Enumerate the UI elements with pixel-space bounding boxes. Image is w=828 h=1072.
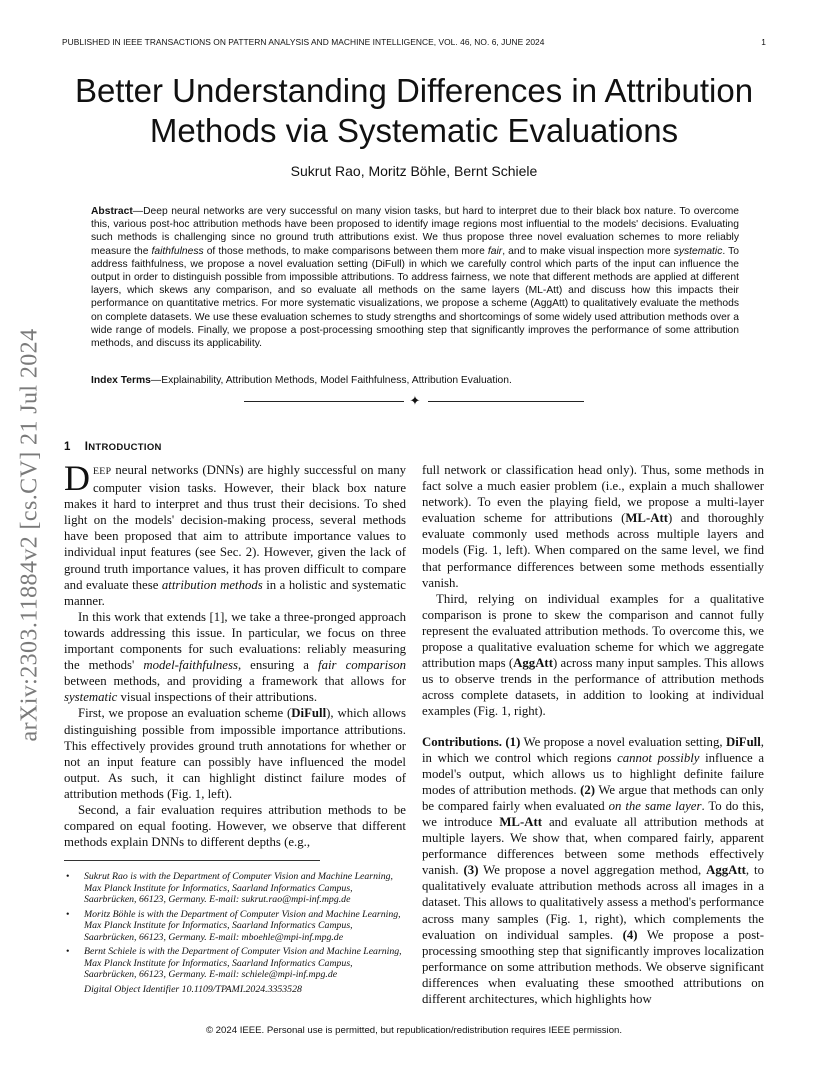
footnote-item: • Sukrut Rao is with the Department of Computer Vision and Machine Learning, Max Planck Institute for Informatics, Saarland Informatics Campus, Saarbrücken, 66123, Germany. E-mail: sukrut.rao@mpi-inf.mpg.de [66, 871, 393, 905]
footnote-item: • Bernt Schiele is with the Department of Computer Vision and Machine Learning, Max Planck Institute for Informatics, Saarland Informatics Campus, Saarbrücken, 66123, Germany. E-mail: schiele@mpi-inf.mpg.de [66, 946, 402, 980]
doi: Digital Object Identifier 10.1109/TPAMI.2024.3353528 [84, 983, 302, 995]
section-heading: 1 INTRODUCTION [64, 441, 162, 453]
drop-cap: D [64, 458, 90, 498]
section-divider [244, 393, 584, 409]
paragraph-gap [422, 720, 764, 734]
right-column [422, 462, 764, 1007]
bullet-icon: • [66, 946, 70, 957]
divider-star-icon: ✦ [409, 393, 421, 408]
arxiv-identifier: arXiv:2303.11884v2 [cs.CV] 21 Jul 2024 [16, 328, 43, 742]
bullet-icon: • [66, 871, 70, 882]
abstract: Abstract—Deep neural networks are very successful on many vision tasks, but hard to interpret due to their black box nature. To overcome this, various post-hoc attribution methods have been proposed to identify image regions most influential to the models' decisions. Evaluating such methods is challenging since no ground truth attributions exist. We thus propose three novel evaluation schemes to more reliably measure the faithfulness of those methods, to make comparisons between them more fair, and to make visual inspection more systematic. To address faithfulness, we propose a novel evaluation setting (DiFull) in which we carefully control which parts of the input can influence the output in order to distinguish possible from impossible attributions. To address fairness, we note that different methods are applied at different layers, which skews any comparison, and so evaluate all methods on the same layers (ML-Att) and discuss how this impacts their performance on quantitative metrics. For more systematic visualizations, we propose a scheme (AggAtt) to qualitatively evaluate the methods on complete datasets. We use these evaluation schemes to study strengths and shortcomings of some widely used attribution methods over a wide range of models. Finally, we propose a post-processing smoothing step that significantly improves the performance of some attribution methods, and discuss its applicability. [91, 206, 739, 350]
footnotes [64, 871, 406, 995]
section-number: 1 [64, 441, 71, 453]
copyright-notice: © 2024 IEEE. Personal use is permitted, but republication/redistribution requires IEEE permission. [205, 1025, 623, 1036]
contributions-paragraph: Contributions. (1) We propose a novel evaluation setting, DiFull, in which we control which regions cannot possibly influence a model's output, which allows us to highlight definite failure modes of attribution methods. (2) We argue that methods can only be compared fairly when evaluated on the same layer. To do this, we introduce ML-Att and evaluate all attribution methods at multiple layers. We show that, when compared fairly, apparent performance differences between some methods effectively vanish. (3) We propose a novel aggregation method, AggAtt, to qualitatively evaluate attribution methods across all images in a dataset. This allows to qualitatively assess a method's performance across many samples (Fig. 1, right), which complements the evaluation on individual samples. (4) We propose a post-processing smoothing step that significantly improves localization performance on some attribution methods. We observe significant differences when evaluating these smoothed attributions on different architectures, which highlights how [422, 734, 765, 1006]
page-number: 1 [761, 37, 766, 47]
paragraph: full network or classification head only). Thus, some methods in fact solve a much easier problem (i.e., explain a much shallower network). To even the playing field, we propose a multi-layer evaluation scheme for attributions (ML-Att) and thoroughly evaluate commonly used methods across multiple layers and models (Fig. 1, left). When compared on the same level, we find that performance differences between some methods essentially vanish. [422, 463, 764, 590]
paragraph: Second, a fair evaluation requires attribution methods to be compared on equal footing. However, we observe that different methods explain DNNs to different depths (e.g., [64, 802, 406, 850]
left-column [64, 458, 407, 850]
paragraph: First, we propose an evaluation scheme (DiFull), which allows distinguishing possible from impossible importance attributions. This effectively provides ground truth annotations for whether or not an input feature can possibly have influenced the model output. As such, it can highlight distinct failure modes of attribution methods (Fig. 1, left). [64, 706, 407, 801]
index-terms: Index Terms—Explainability, Attribution Methods, Model Faithfulness, Attribution Evaluation. [91, 375, 512, 386]
paragraph: In this work that extends [1], we take a three-pronged approach towards addressing this issue. In particular, we focus on three important components for such evaluations: reliably measuring the methods' model-faithfulness, ensuring a fair comparison between methods, and providing a framework that allows for systematic visual inspections of their attributions. [64, 609, 406, 705]
index-terms-label: Index Terms [91, 375, 151, 386]
divider-line-right [428, 401, 584, 402]
abstract-label: Abstract [91, 206, 133, 217]
divider-line-left [244, 401, 404, 402]
bullet-icon: • [66, 908, 70, 920]
paragraph: DEEP neural networks (DNNs) are highly successful on many computer vision tasks. However, their black box nature makes it hard to interpret and thus trust their decisions. To shed light on the models' decision-making process, several methods have been proposed that aim to attribute importance values to individual input features (see Sec. 2). However, given the lack of ground truth importance values, it has proven difficult to compare and evaluate these attribution methods in a holistic and systematic manner. [64, 458, 406, 608]
paragraph: Third, relying on individual examples for a qualitative comparison is prone to skew the comparison and cannot fully represent the evaluated attribution methods. To overcome this, we propose a qualitative evaluation scheme for which we aggregate attribution maps (AggAtt) across many input samples. This allows us to observe trends in the performance of attribution methods across complete datasets, in addition to looking at individual examples (Fig. 1, right). [422, 591, 765, 719]
author-list: Sukrut Rao, Moritz Böhle, Bernt Schiele [290, 163, 538, 179]
running-header [62, 37, 766, 49]
arxiv-stamp [10, 300, 50, 770]
journal-header: PUBLISHED IN IEEE TRANSACTIONS ON PATTERN ANALYSIS AND MACHINE INTELLIGENCE, VOL. 46, NO. 6, JUNE 2024 [62, 37, 545, 47]
footnote-rule [64, 860, 320, 861]
footnote-item: • Moritz Böhle is with the Department of Computer Vision and Machine Learning, Max Planck Institute for Informatics, Saarland Informatics Campus, Saarbrücken, 66123, Germany. E-mail: mboehle@mpi-inf.mpg.de [66, 908, 401, 943]
paper-title: Better Understanding Differences in Attribution Methods via Systematic Evaluations [74, 72, 754, 149]
